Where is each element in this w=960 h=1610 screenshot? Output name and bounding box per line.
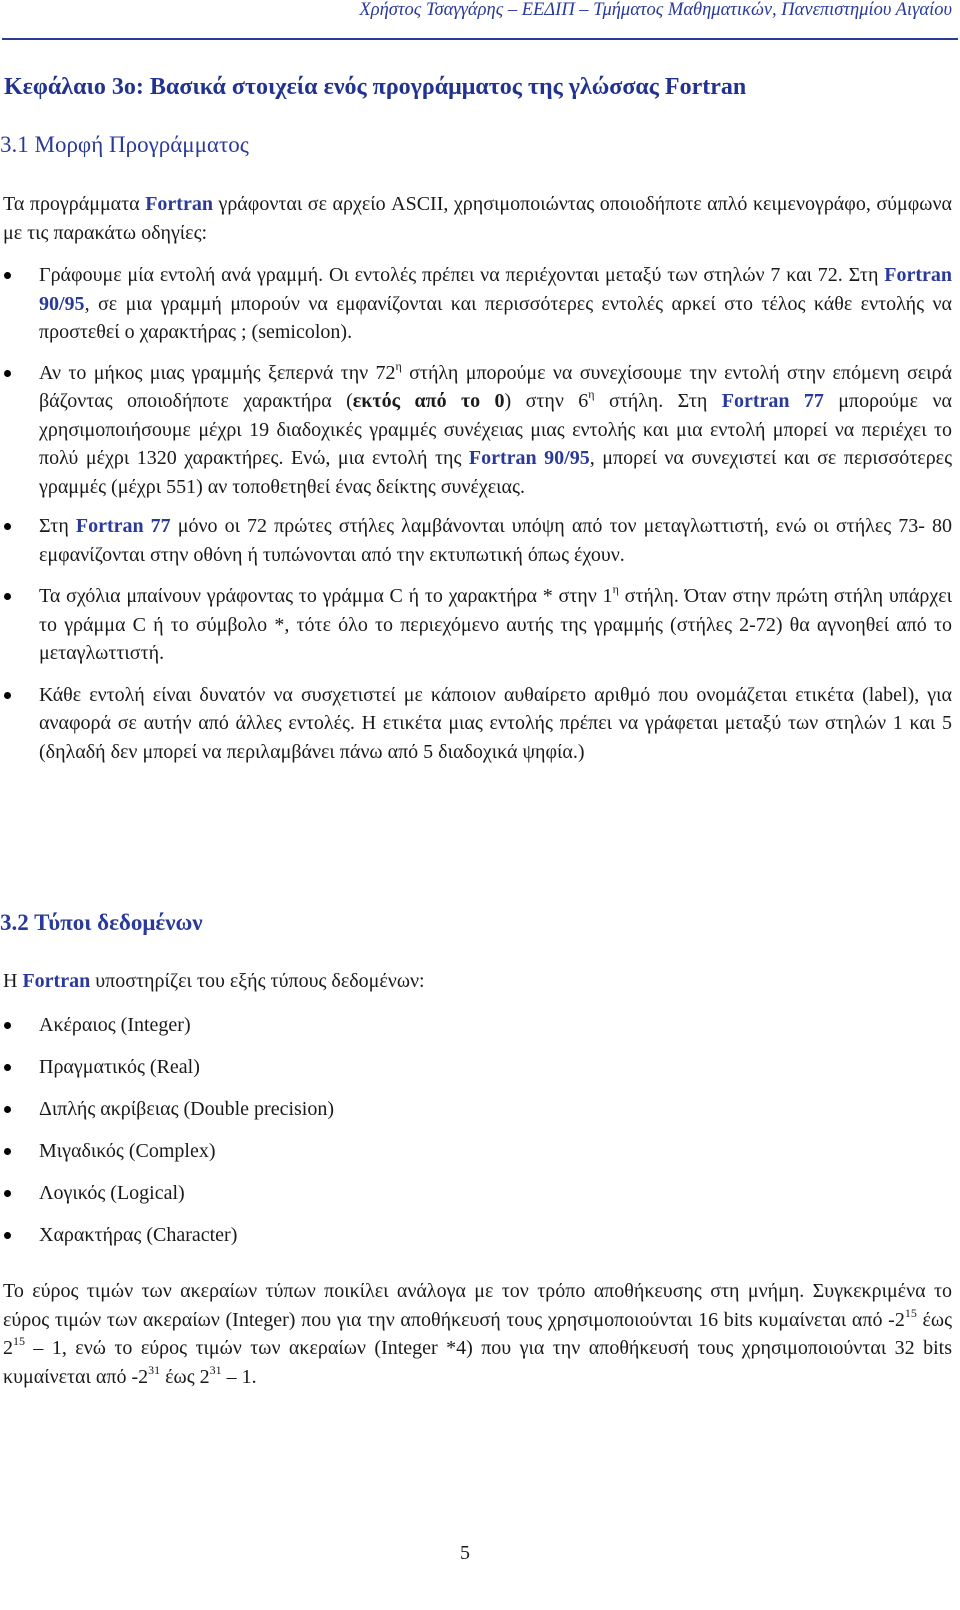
list-item: Αν το μήκος μιας γραμμής ξεπερνά την $72^\eta$ στήλη μπορούμε να συνεχίσουμε την εντολή στην επόμενη σειρά βάζοντας οποιοδήποτε χαρακτήρα (εκτός από το 0) στην $6^\eta$ στήλη. Στη Fortran 77 μπορούμε να χρησιμοποιήσουμε μέχρι 19 διαδοχικές γραμμές συνέχειας μιας εντολής και μια εντολή μπορεί να περιέχει το πολύ μέχρι 1320 χαρακτήρες. Ενώ, μια εντολή της Fortran 90/95, μπορεί να συνεχιστεί και σε περισσότερες γραμμές (μέχρι 551) αν τοποθετηθεί ένας δείκτης συνέχειας. [0,359,952,502]
page-number: 5 [460,1542,470,1564]
data-types-list [0,1011,952,1250]
bullet-icon [4,1232,11,1239]
bullet-icon [4,593,11,600]
fortran-keyword: Fortran 77 [721,390,824,412]
bullet-icon [4,370,11,377]
bullet-icon [4,1064,11,1071]
list-item: Κάθε εντολή είναι δυνατόν να συσχετιστεί με κάποιον αυθαίρετο αριθμό που ονομάζεται ετικέτα (label), για αναφορά σε αυτήν από άλλες εντολές. Η ετικέτα μιας εντολής πρέπει να γράφεται μεταξύ των στηλών 1 και 5 (δηλαδή δεν μπορεί να περιλαμβάνει πάνω από 5 διαδοχικά ψηφία.) [0,681,952,767]
list-item-integer: Ακέραιος (Integer) [0,1011,952,1040]
section-3-2-title: 3.2 Τύποι δεδομένων [0,910,203,935]
header-divider [2,38,958,40]
running-header: Χρήστος Τσαγγάρης – ΕΕΔΙΠ – Τμήματος Μαθηματικών, Πανεπιστημίου Αιγαίου [359,0,952,20]
list-item: Γράφουμε μία εντολή ανά γραμμή. Οι εντολές πρέπει να περιέχονται μεταξύ των στηλών 7 και 72. Στη Fortran 90/95, σε μια γραμμή μπορούν να εμφανίζονται και περισσότερες εντολές αρκεί στο τέλος κάθε εντολής να προστεθεί ο χαρακτήρας ; (semicolon). [0,261,952,347]
list-item-character: Χαρακτήρας (Character) [0,1221,952,1250]
section-3-1-intro: Τα προγράμματα Fortran γράφονται σε αρχείο ASCII, χρησιμοποιώντας οποιοδήποτε απλό κειμενογράφο, σύμφωνα με τις παρακάτω οδηγίες: [3,193,952,244]
integer-range-paragraph: Το εύρος τιμών των ακεραίων τύπων ποικίλει ανάλογα με τον τρόπο αποθήκευσης στη μνήμη. Συγκεκριμένα το εύρος τιμών των ακεραίων (Integer) που για την αποθήκευσή τους χρησιμοποιούνται 16 bits κυμαίνεται από $-2^{15}$ έως $2^{15} - 1$, ενώ το εύρος τιμών των ακεραίων (Integer *4) που για την αποθήκευσή τους χρησιμοποιούνται 32 bits κυμαίνεται από $-2^{31}$ έως $2^{31} - 1$. [3,1280,952,1388]
bullet-icon [4,1022,11,1029]
list-item-double-precision: Διπλής ακρίβειας (Double precision) [0,1095,952,1124]
fortran-keyword: Fortran 90/95 [468,447,590,469]
bullet-icon [4,1106,11,1113]
section-3-1-title: 3.1 Μορφή Προγράμματος [0,132,249,157]
guidelines-list [0,261,952,766]
list-item-logical: Λογικός (Logical) [0,1179,952,1208]
fortran-keyword: Fortran [145,193,213,215]
emphasis-text: εκτός από το 0 [352,390,505,412]
fortran-keyword: Fortran 90/95 [39,264,952,315]
fortran-keyword: Fortran 77 [75,515,171,537]
bullet-icon [4,1148,11,1155]
chapter-title: Κεφάλαιο 3ο: Βασικά στοιχεία ενός προγράμματος της γλώσσας Fortran [4,74,747,100]
list-item: Στη Fortran 77 μόνο οι 72 πρώτες στήλες λαμβάνονται υπόψη από τον μεταγλωττιστή, ενώ οι στήλες 73- 80 εμφανίζονται στην οθόνη ή τυπώνονται από την εκτυπωτική όπως έχουν. [0,512,952,569]
bullet-icon [4,523,11,530]
bullet-icon [4,272,11,279]
list-item-complex: Μιγαδικός (Complex) [0,1137,952,1166]
fortran-keyword: Fortran [22,970,91,992]
bullet-icon [4,1190,11,1197]
list-item-real: Πραγματικός (Real) [0,1053,952,1082]
bullet-icon [4,692,11,699]
section-3-2-intro: Η Fortran υποστηρίζει του εξής τύπους δεδομένων: [3,970,425,992]
list-item: Τα σχόλια μπαίνουν γράφοντας το γράμμα C ή το χαρακτήρα * στην $1^\eta$ στήλη. Όταν στην πρώτη στήλη υπάρχει το γράμμα C ή το σύμβολο *, τότε όλο το περιεχόμενο αυτής της γραμμής (στήλες 2-72) θα αγνοηθεί από το μεταγλωττιστή. [0,582,952,668]
